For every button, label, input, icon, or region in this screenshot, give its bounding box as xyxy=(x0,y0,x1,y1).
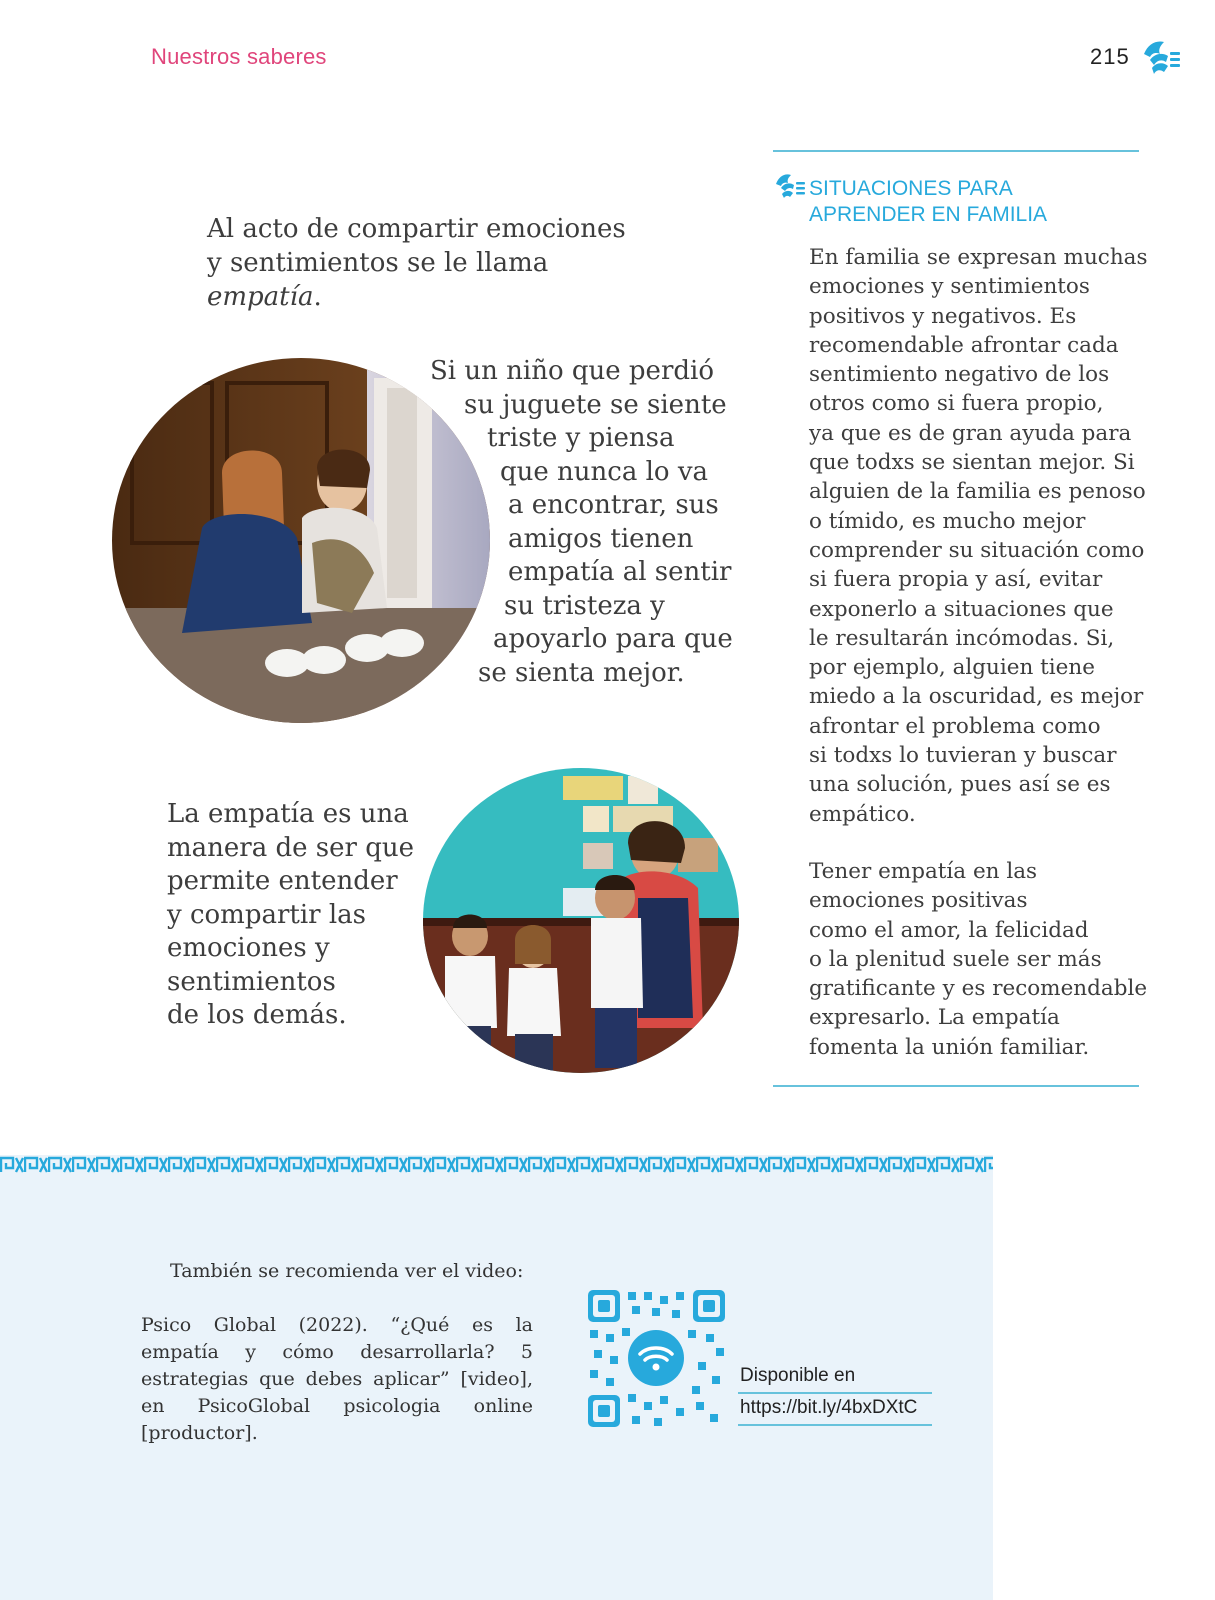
text-line: afrontar el problema como xyxy=(809,713,1101,739)
text-line: exponerlo a situaciones que xyxy=(809,596,1114,622)
text-line: gratificante y es recomendable xyxy=(809,976,1148,1002)
text-line: apoyarlo para que xyxy=(493,624,733,654)
text-line: manera de ser que xyxy=(167,832,414,863)
text-line: fomenta la unión familiar. xyxy=(809,1034,1090,1060)
hands-symbol-icon xyxy=(773,172,807,200)
text-line: y compartir las xyxy=(167,899,367,930)
hands-symbol-icon xyxy=(1138,38,1182,78)
text-line: Si un niño que perdió xyxy=(430,356,714,386)
text-line: si todxs lo tuvieran y buscar xyxy=(809,743,1117,769)
text-line: que todxs se sientan mejor. Si xyxy=(809,450,1135,476)
qr-code[interactable] xyxy=(588,1290,725,1427)
text-line: como el amor, la felicidad xyxy=(809,917,1089,943)
text-line: alguien de la familia es penoso xyxy=(809,479,1146,505)
text-line: triste y piensa xyxy=(487,423,675,453)
page-number: 215 xyxy=(1090,44,1130,69)
text-line: expresarlo. La empatía xyxy=(809,1005,1060,1031)
text-line: a encontrar, sus xyxy=(508,490,719,520)
available-label: Disponible en xyxy=(740,1365,856,1386)
sidebar-title-line: SITUACIONES PARA xyxy=(809,177,1013,200)
text-line: o tímido, es mucho mejor xyxy=(809,508,1086,534)
sidebar-top-rule xyxy=(773,150,1139,152)
sidebar-bottom-rule xyxy=(773,1085,1139,1087)
video-reference: Psico Global (2022). “¿Qué es la empatía y cómo desarrollarla? 5 estrategias que debes aplicar” [video], en PsicoGlobal psicologia online [productor]. xyxy=(141,1314,533,1444)
text-line: empatía al sentir xyxy=(508,557,732,587)
text-line: miedo a la oscuridad, es mejor xyxy=(809,684,1144,710)
intro-text xyxy=(207,212,647,314)
section-title: Nuestros saberes xyxy=(151,44,327,69)
text-line: positivos y negativos. Es xyxy=(809,303,1077,329)
text-line: de los demás. xyxy=(167,1000,347,1030)
text-line: su tristeza y xyxy=(504,590,665,621)
available-rule xyxy=(738,1392,932,1394)
intro-end: . xyxy=(313,282,322,312)
text-line: ya que es de gran ayuda para xyxy=(809,420,1132,446)
intro-plain: Al acto de compartir emociones y sentimientos se le llama xyxy=(207,214,626,278)
text-line: emociones y sentimientos xyxy=(809,274,1090,300)
text-line: o la plenitud suele ser más xyxy=(809,946,1102,972)
text-line: se sienta mejor. xyxy=(478,657,685,688)
greca-border xyxy=(0,1156,993,1174)
text-line: emociones positivas xyxy=(809,888,1028,914)
sidebar-title xyxy=(809,176,1139,228)
text-line: permite entender xyxy=(167,866,398,896)
text-line: amigos tienen xyxy=(508,523,694,554)
text-line: Tener empatía en las xyxy=(809,859,1038,884)
text-line: comprender su situación como xyxy=(809,537,1145,563)
text-line: sentimientos xyxy=(167,966,336,997)
text-line: emociones y xyxy=(167,933,330,963)
link-underline xyxy=(738,1424,932,1426)
text-line: por ejemplo, alguien tiene xyxy=(809,655,1095,681)
photo-classroom-group xyxy=(423,768,739,1073)
text-line: recomendable afrontar cada xyxy=(809,332,1119,358)
intro-emphasis: empatía xyxy=(207,282,314,312)
text-line: sentimiento negativo de los xyxy=(809,362,1110,388)
text-line: si fuera propia y así, evitar xyxy=(809,567,1103,593)
text-line: empático. xyxy=(809,801,916,827)
video-intro: También se recomienda ver el video: xyxy=(170,1260,524,1282)
empathy-example-text xyxy=(430,355,760,690)
text-line: que nunca lo va xyxy=(500,456,709,487)
text-line: le resultarán incómodas. Si, xyxy=(809,625,1115,651)
video-link[interactable]: https://bit.ly/4bxDXtC xyxy=(740,1397,918,1418)
sidebar-body-1 xyxy=(809,243,1149,829)
text-line: su juguete se siente xyxy=(464,389,727,420)
text-line: En familia se expresan muchas xyxy=(809,245,1148,270)
empathy-definition-text xyxy=(167,798,427,1033)
sidebar-body-2 xyxy=(809,857,1149,1062)
text-line: La empatía es una xyxy=(167,799,409,829)
text-line: otros como si fuera propio, xyxy=(809,391,1104,417)
sidebar-title-line: APRENDER EN FAMILIA xyxy=(809,203,1048,226)
text-line: una solución, pues así se es xyxy=(809,772,1111,798)
